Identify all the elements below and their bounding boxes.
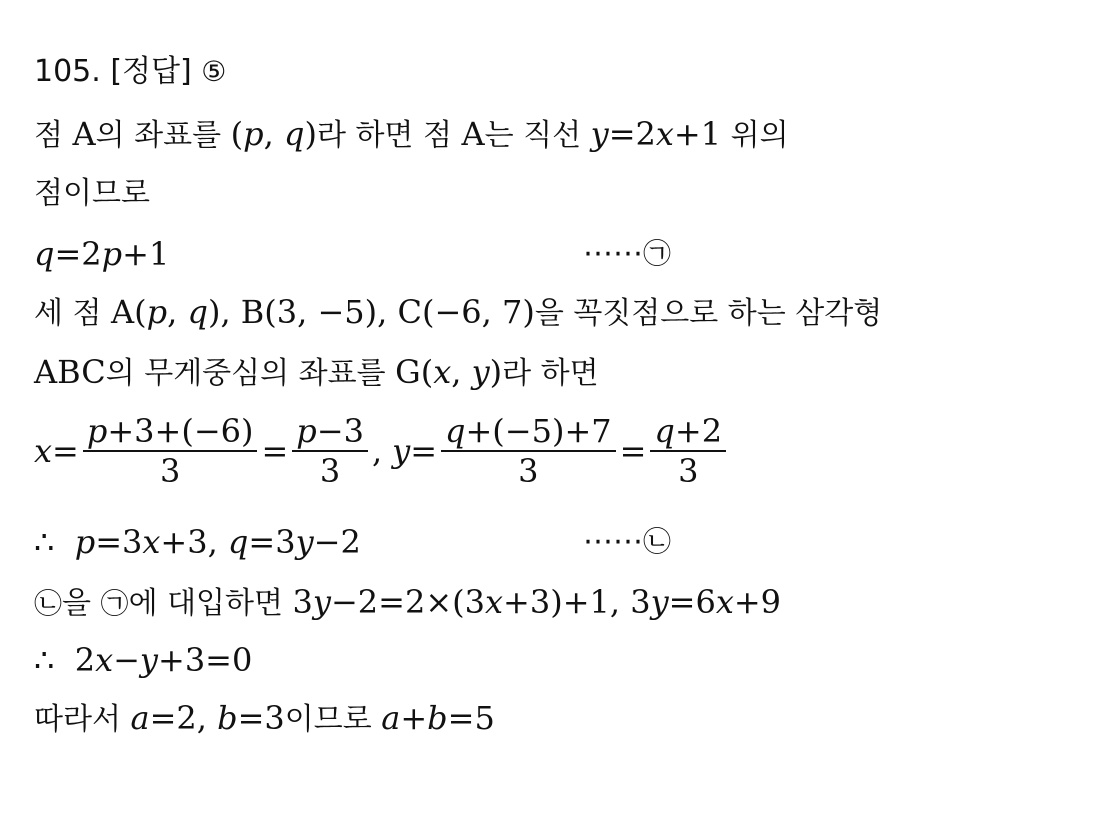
term: +1 bbox=[673, 115, 722, 153]
text: 위의 bbox=[730, 118, 789, 153]
coef: 3 bbox=[122, 523, 143, 561]
point-a: A( bbox=[111, 293, 147, 331]
solution-line-2 bbox=[34, 174, 150, 214]
equation-3 bbox=[34, 640, 252, 680]
coef: 3 bbox=[275, 523, 296, 561]
solution-line-3 bbox=[34, 292, 882, 334]
text: 에 대입하면 bbox=[128, 586, 283, 621]
numerator: +3+(−6) bbox=[107, 412, 254, 450]
comma: , bbox=[263, 115, 274, 153]
equation-1-marker bbox=[583, 234, 671, 274]
point-b-y: −5), bbox=[317, 293, 388, 331]
text: 세 점 bbox=[34, 296, 102, 331]
var-p: p bbox=[146, 293, 168, 331]
var-a: a bbox=[381, 699, 401, 737]
var-q: q bbox=[187, 293, 208, 331]
term: +9 bbox=[733, 583, 782, 621]
var-y: y bbox=[295, 523, 314, 561]
point-g: G( bbox=[395, 353, 434, 391]
var-p: p bbox=[86, 412, 108, 450]
var-p: p bbox=[243, 115, 264, 153]
problem-number: 105. bbox=[34, 54, 101, 89]
text: 라 하면 bbox=[502, 356, 599, 391]
term: +3=0 bbox=[158, 641, 253, 679]
equals: = bbox=[608, 115, 636, 153]
term: −2 bbox=[313, 523, 361, 561]
mark-giyeok: ㉠ bbox=[643, 237, 672, 270]
term: +1 bbox=[122, 235, 170, 273]
term: +3)+1, bbox=[503, 583, 621, 621]
answer-label: [정답] bbox=[110, 54, 192, 89]
solution-line-6 bbox=[34, 698, 495, 740]
var-x: x bbox=[715, 583, 734, 621]
paren: ) bbox=[489, 353, 503, 391]
comma: , bbox=[167, 293, 178, 331]
equals: = bbox=[619, 432, 647, 470]
paren: ( bbox=[230, 115, 244, 153]
term: =6 bbox=[668, 583, 716, 621]
therefore-symbol: ∴ bbox=[34, 641, 55, 679]
fraction-4 bbox=[650, 414, 726, 488]
numerator: +2 bbox=[674, 412, 723, 450]
paren: ) bbox=[304, 115, 317, 153]
var-y: y bbox=[392, 432, 411, 470]
var-q: q bbox=[227, 523, 249, 561]
text: 이므로 bbox=[284, 702, 372, 737]
var-p: p bbox=[296, 412, 317, 450]
equation-1 bbox=[34, 234, 169, 274]
centroid-equations bbox=[34, 414, 730, 488]
mark-nieun: ㉡ bbox=[643, 525, 672, 558]
var-y: y bbox=[590, 115, 609, 153]
coef: 2 bbox=[635, 115, 656, 153]
paren: ), bbox=[207, 293, 231, 331]
mark-nieun: ㉡ bbox=[34, 587, 63, 620]
equation-2 bbox=[34, 522, 361, 562]
fraction-3 bbox=[441, 414, 616, 488]
var-q: q bbox=[654, 412, 675, 450]
text: 는 직선 bbox=[484, 118, 582, 153]
triangle-abc: ABC bbox=[34, 353, 106, 391]
term: −2=2×(3 bbox=[330, 583, 485, 621]
equals: = bbox=[52, 432, 79, 470]
therefore-symbol: ∴ bbox=[34, 523, 55, 561]
term: +3, bbox=[160, 523, 218, 561]
coef: 2 bbox=[81, 235, 102, 273]
text: 을 bbox=[62, 586, 91, 621]
term: =3 bbox=[237, 699, 285, 737]
point-c-y: 7) bbox=[501, 293, 535, 331]
mark-giyeok: ㉠ bbox=[100, 587, 129, 620]
plus: + bbox=[400, 699, 428, 737]
text: 라 하면 점 bbox=[316, 118, 452, 153]
problem-header bbox=[34, 52, 226, 92]
var-x: x bbox=[142, 523, 161, 561]
denominator: 3 bbox=[678, 452, 699, 490]
answer-choice: ⑤ bbox=[201, 55, 227, 88]
text: 을 꼭짓점으로 하는 삼각형 bbox=[534, 296, 883, 331]
fraction-2 bbox=[292, 414, 368, 488]
dots: ⋯⋯ bbox=[583, 524, 643, 559]
var-y: y bbox=[312, 583, 331, 621]
var-x: x bbox=[433, 353, 452, 391]
dots: ⋯⋯ bbox=[583, 236, 643, 271]
var-b: b bbox=[427, 699, 448, 737]
var-b: b bbox=[217, 699, 238, 737]
text: 의 무게중심의 좌표를 bbox=[105, 356, 386, 391]
equals: = bbox=[248, 523, 276, 561]
text: 따라서 bbox=[34, 702, 121, 737]
comma: , bbox=[451, 353, 462, 391]
equation-2-marker bbox=[583, 522, 671, 562]
equals: = bbox=[261, 432, 289, 470]
var-p: p bbox=[101, 235, 123, 273]
fraction-1 bbox=[83, 414, 258, 488]
var-a: a bbox=[130, 699, 150, 737]
term: =2, bbox=[149, 699, 207, 737]
var-y: y bbox=[471, 353, 490, 391]
var-q: q bbox=[34, 235, 55, 273]
point-b: B(3, bbox=[240, 293, 308, 331]
var-p: p bbox=[74, 523, 96, 561]
numerator: +(−5)+7 bbox=[465, 412, 612, 450]
minus: − bbox=[113, 641, 140, 679]
point-c: C(−6, bbox=[397, 293, 492, 331]
var-y: y bbox=[650, 583, 669, 621]
numerator: −3 bbox=[316, 412, 364, 450]
var-x: x bbox=[484, 583, 504, 621]
var-x: x bbox=[34, 432, 53, 470]
var-x: x bbox=[95, 641, 114, 679]
term: =5 bbox=[447, 699, 495, 737]
var-q: q bbox=[283, 115, 305, 153]
var-q: q bbox=[445, 412, 466, 450]
point-a: A bbox=[461, 115, 485, 153]
denominator: 3 bbox=[159, 452, 181, 490]
denominator: 3 bbox=[319, 452, 341, 490]
point-a: A bbox=[72, 115, 96, 153]
comma: , bbox=[371, 432, 383, 470]
solution-line-4 bbox=[34, 352, 599, 394]
text: 점 bbox=[34, 118, 63, 153]
denominator: 3 bbox=[518, 452, 539, 490]
solution-line-5 bbox=[34, 582, 781, 624]
text: 점이므로 bbox=[34, 176, 150, 211]
equals: = bbox=[95, 523, 122, 561]
coef: 2 bbox=[74, 641, 96, 679]
solution-line-1 bbox=[34, 114, 789, 156]
var-x: x bbox=[655, 115, 674, 153]
coef: 3 bbox=[292, 583, 313, 621]
var-y: y bbox=[139, 641, 158, 679]
equals: = bbox=[54, 235, 82, 273]
text: 의 좌표를 bbox=[95, 118, 222, 153]
coef: 3 bbox=[630, 583, 651, 621]
equals: = bbox=[410, 432, 437, 470]
